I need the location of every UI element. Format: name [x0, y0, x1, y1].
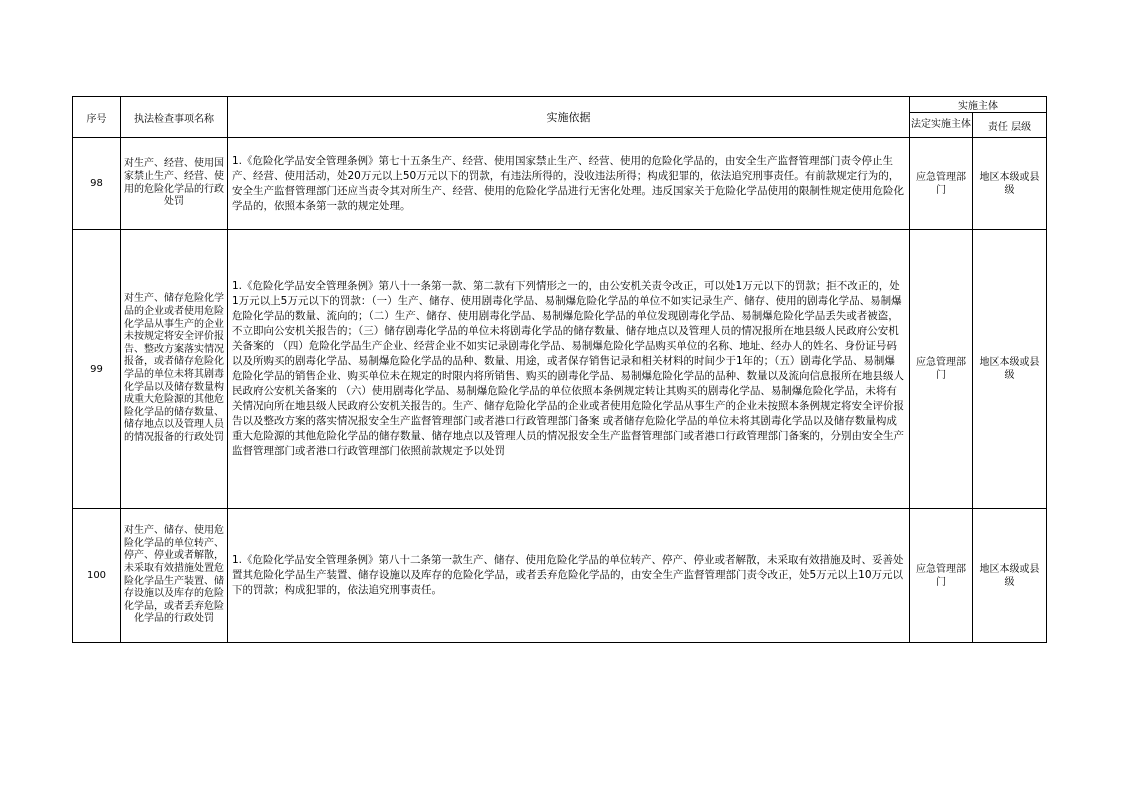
row-basis: 1.《危险化学品安全管理条例》第八十一条第一款、第二款有下列情形之一的，由公安机关责令改正，可以处1万元以下的罚款；拒不改正的，处1万元以上5万元以下的罚款：（一）生产、储存、使用剧毒化学品、易制爆危险化学品的单位不如实记录生产、储存、使用的剧毒化学品、易制爆危险化学品的数量、流向的；（二）生产、储存、使用剧毒化学品、易制爆危险化学品的单位发现剧毒化学品、易制爆危险化学品丢失或者被盗，不立即向公安机关报告的；（三）储存剧毒化学品的单位未将剧毒化学品的储存数量、储存地点以及管理人员的情况报所在地县级人民政府公安机关备案的 （四）危险化学品生产企业、经营企业不如实记录剧毒化学品、易制爆危险化学品购买单位的名称、地址、经办人的姓名、身份证号码以及所购买的剧毒化学品、易制爆危险化学品的品种、数量、用途，或者保存销售记录和相关材料的时间少于1年的；（五）剧毒化学品、易制爆危险化学品的销售企业、购买单位未在规定的时限内将所销售、购买的剧毒化学品、易制爆危险化学品的品种、数量以及流向信息报所在地县级人民政府公安机关备案的 （六）使用剧毒化学品、易制爆危险化学品的单位依照本条例规定转让其购买的剧毒化学品、易制爆危险化学品，未将有关情况向所在地县级人民政府公安机关报告的。生产、储存危险化学品的企业或者使用危险化学品从事生产的企业未按照本条例规定将安全评价报告以及整改方案的落实情况报安全生产监督管理部门或者港口行政管理部门备案 或者储存危险化学品的单位未将其剧毒化学品以及储存数量构成重大危险源的其他危险化学品的储存数量、储存地点以及管理人员的情况报安全生产监督管理部门或者港口行政管理部门备案的，分别由安全生产监督管理部门或者港口行政管理部门依照前款规定予以处罚: [228, 230, 910, 509]
row-legal-subject: 应急管理部门: [910, 138, 973, 230]
row-legal-subject: 应急管理部门: [910, 230, 973, 509]
row-item-name: 对生产、经营、使用国家禁止生产、经营、使用的危险化学品的行政处罚: [121, 138, 228, 230]
header-seq: 序号: [73, 97, 121, 138]
header-item-name: 执法检查事项名称: [121, 97, 228, 138]
row-item-name: 对生产、储存危险化学品的企业或者使用危险化学品从事生产的企业未按规定将安全评价报告、整改方案落实情况报备，或者储存危险化学品的单位未将其剧毒化学品以及储存数量构成重大危险源的其他危险化学品的储存数量、储存地点以及管理人员的情况报备的行政处罚: [121, 230, 228, 509]
row-level: 地区本级或县级: [973, 230, 1047, 509]
row-basis: 1.《危险化学品安全管理条例》第八十二条第一款生产、储存、使用危险化学品的单位转产、停产、停业或者解散，未采取有效措施及时、妥善处置其危险化学品生产装置、储存设施以及库存的危险化学品，或者丢弃危险化学品的，由安全生产监督管理部门责令改正，处5万元以上10万元以下的罚款；构成犯罪的，依法追究刑事责任。: [228, 509, 910, 643]
row-seq: 99: [73, 230, 121, 509]
row-basis: 1.《危险化学品安全管理条例》第七十五条生产、经营、使用国家禁止生产、经营、使用的危险化学品的，由安全生产监督管理部门责令停止生产、经营、使用活动，处20万元以上50万元以下的罚款，有违法所得的，没收违法所得；构成犯罪的，依法追究刑事责任。有前款规定行为的，安全生产监督管理部门还应当责令其对所生产、经营、使用的危险化学品进行无害化处理。违反国家关于危险化学品使用的限制性规定使用危险化学品的，依照本条第一款的规定处理。: [228, 138, 910, 230]
row-level: 地区本级或县级: [973, 509, 1047, 643]
table-row: [73, 138, 1047, 230]
row-legal-subject: 应急管理部门: [910, 509, 973, 643]
table-header: [73, 97, 1047, 138]
table-row: [73, 230, 1047, 509]
header-basis: 实施依据: [228, 97, 910, 138]
header-responsibility-level: 责任 层级: [973, 113, 1047, 138]
row-seq: 100: [73, 509, 121, 643]
header-legal-subject: 法定实施主体: [910, 113, 973, 138]
enforcement-table: [72, 96, 1047, 643]
header-subject: 实施主体: [910, 97, 1047, 113]
row-item-name: 对生产、储存、使用危险化学品的单位转产、停产、停业或者解散，未采取有效措施处置危险化学品生产装置、储存设施以及库存的危险化学品，或者丢弃危险化学品的行政处罚: [121, 509, 228, 643]
row-level: 地区本级或县级: [973, 138, 1047, 230]
row-seq: 98: [73, 138, 121, 230]
table-row: [73, 509, 1047, 643]
